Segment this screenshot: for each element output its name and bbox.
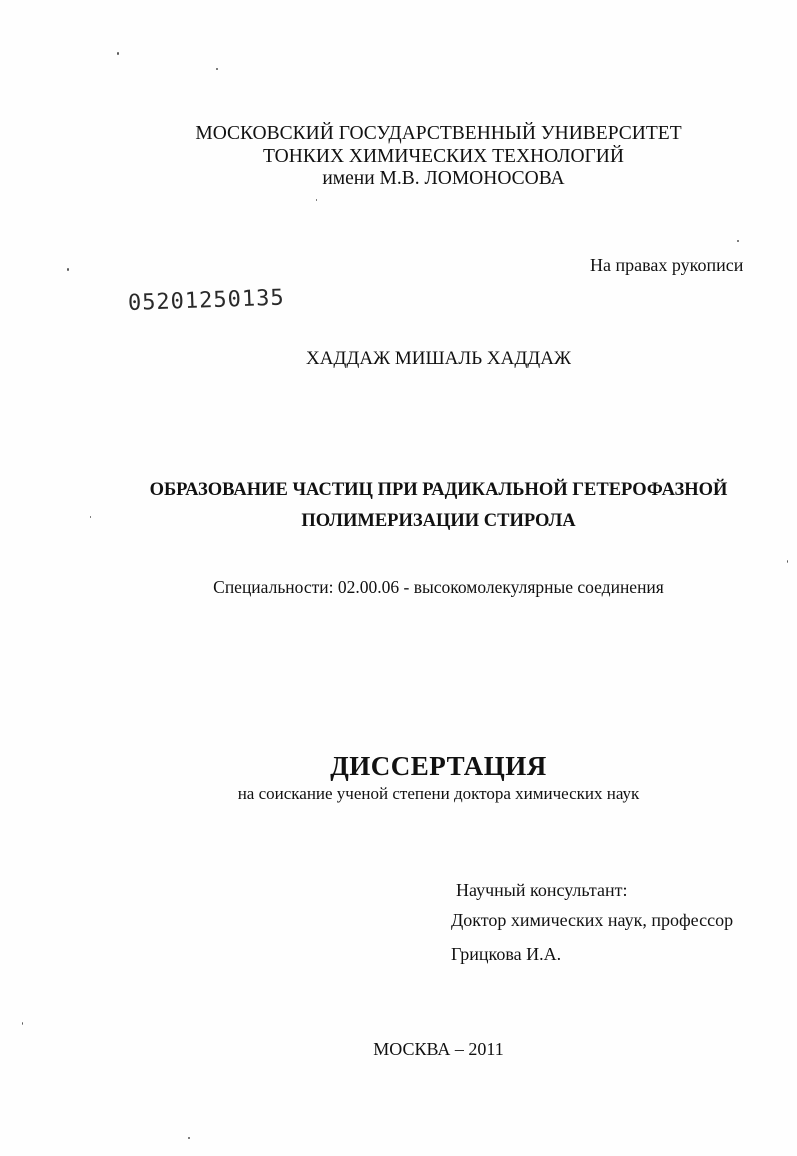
scan-speck [787,560,788,563]
consultant-name: Грицкова И.А. [451,944,562,964]
scan-speck [188,1137,190,1139]
specialty: Специальности: 02.00.06 - высокомолекулярные соединения [213,577,664,597]
rights-note: На правах рукописи [590,255,744,275]
thesis-title-line-1: ОБРАЗОВАНИЕ ЧАСТИЦ ПРИ РАДИКАЛЬНОЙ ГЕТЕРОФАЗНОЙ [149,480,728,500]
scan-speck [117,52,119,55]
scan-speck [216,68,218,70]
author-name: ХАДДАЖ МИШАЛЬ ХАДДАЖ [305,348,572,369]
scan-speck [737,240,739,242]
scan-speck [316,199,317,201]
stamp-number: 05201250135 [127,285,286,316]
city-year: МОСКВА – 2011 [373,1039,504,1059]
scan-speck [22,1022,23,1025]
consultant-rank: Доктор химических наук, профессор [451,910,734,930]
university-name-line-2: ТОНКИХ ХИМИЧЕСКИХ ТЕХНОЛОГИЙ [263,146,624,167]
university-name-line-3: имени М.В. ЛОМОНОСОВА [322,168,565,189]
document-type: ДИССЕРТАЦИЯ [330,751,547,781]
thesis-title-line-2: ПОЛИМЕРИЗАЦИИ СТИРОЛА [301,511,576,531]
degree-description: на соискание ученой степени доктора химических наук [237,784,640,803]
scan-speck [67,268,69,271]
scan-speck [90,516,91,518]
consultant-label: Научный консультант: [456,880,628,900]
university-name-line-1: МОСКОВСКИЙ ГОСУДАРСТВЕННЫЙ УНИВЕРСИТЕТ [195,123,682,144]
